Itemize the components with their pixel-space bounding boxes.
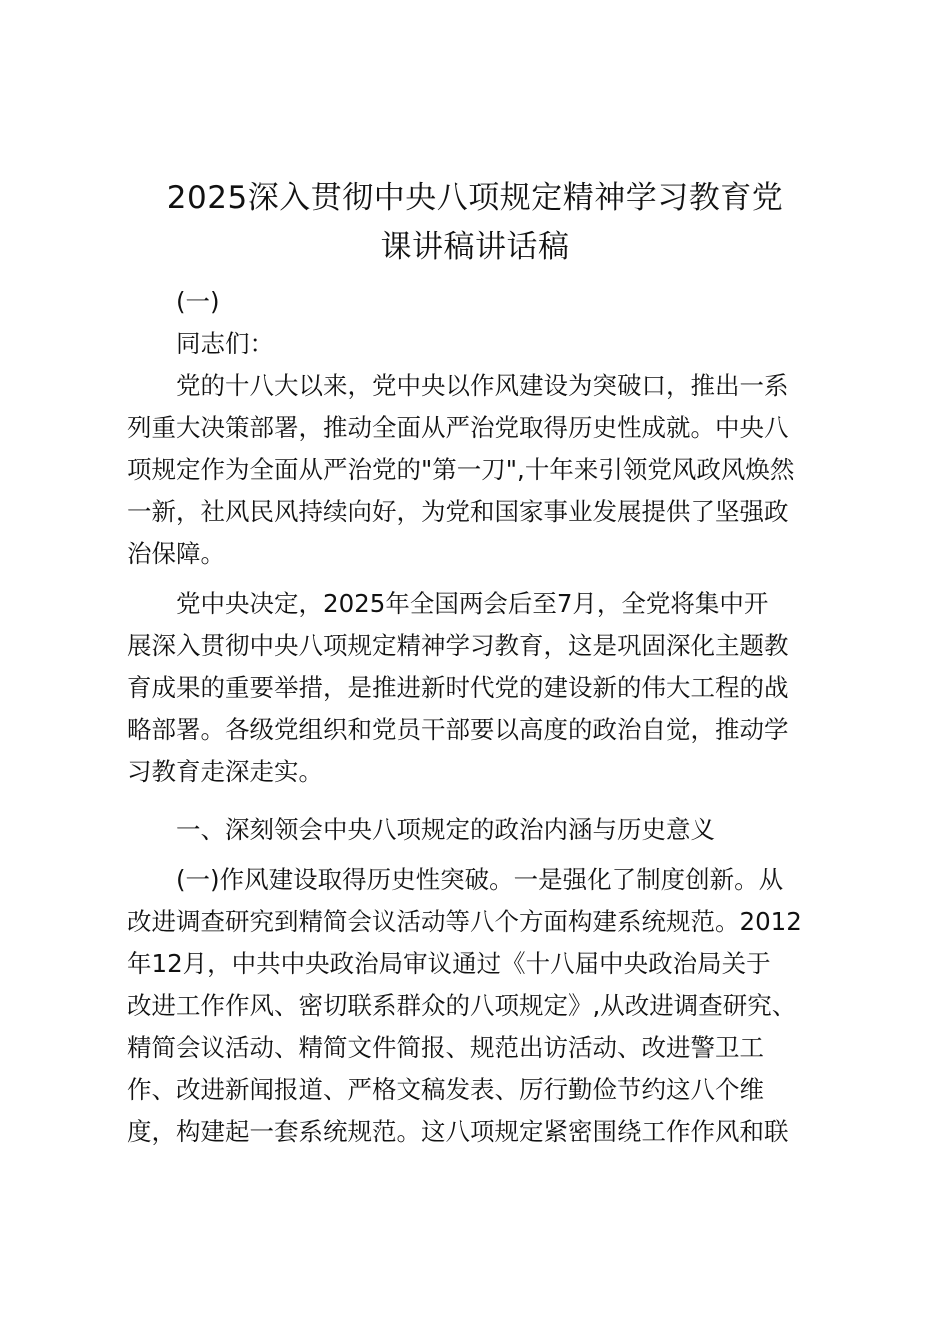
paragraph-1-line: 项规定作为全面从严治党的"第一刀",十年来引领党风政风焕然 bbox=[127, 455, 795, 484]
paragraph-3-line: 度，构建起一套系统规范。这八项规定紧密围绕工作作风和联 bbox=[127, 1117, 789, 1146]
paragraph-3-line: 精简会议活动、精简文件简报、规范出访活动、改进警卫工 bbox=[127, 1033, 764, 1062]
section-heading-1: 一、深刻领会中央八项规定的政治内涵与历史意义 bbox=[176, 815, 715, 844]
paragraph-3-line: 改进工作作风、密切联系群众的八项规定》,从改进调查研究、 bbox=[127, 991, 797, 1020]
document-title-line-2: 课讲稿讲话稿 bbox=[380, 229, 570, 265]
paragraph-2-line: 党中央决定，2025年全国两会后至7月，全党将集中开 bbox=[176, 589, 769, 618]
paragraph-1-line: 一新，社风民风持续向好，为党和国家事业发展提供了坚强政 bbox=[127, 497, 789, 526]
paragraph-3-line: 改进调查研究到精简会议活动等八个方面构建系统规范。2012 bbox=[127, 907, 802, 936]
document-title-line-1: 2025深入贯彻中央八项规定精神学习教育党 bbox=[166, 180, 784, 216]
paragraph-3-line: (一)作风建设取得历史性突破。一是强化了制度创新。从 bbox=[176, 865, 784, 894]
paragraph-3-line: 作、改进新闻报道、严格文稿发表、厉行勤俭节约这八个维 bbox=[127, 1075, 764, 1104]
section-marker: (一) bbox=[176, 287, 220, 316]
salutation: 同志们： bbox=[176, 329, 274, 358]
paragraph-2-line: 展深入贯彻中央八项规定精神学习教育，这是巩固深化主题教 bbox=[127, 631, 789, 660]
paragraph-2-line: 习教育走深走实。 bbox=[127, 757, 323, 786]
paragraph-2-line: 育成果的重要举措，是推进新时代党的建设新的伟大工程的战 bbox=[127, 673, 789, 702]
paragraph-3-line: 年12月，中共中央政治局审议通过《十八届中央政治局关于 bbox=[127, 949, 771, 978]
paragraph-2-line: 略部署。各级党组织和党员干部要以高度的政治自觉，推动学 bbox=[127, 715, 789, 744]
paragraph-1-line: 治保障。 bbox=[127, 539, 225, 568]
paragraph-1-line: 列重大决策部署，推动全面从严治党取得历史性成就。中央八 bbox=[127, 413, 789, 442]
paragraph-1-line: 党的十八大以来，党中央以作风建设为突破口，推出一系 bbox=[176, 371, 789, 400]
